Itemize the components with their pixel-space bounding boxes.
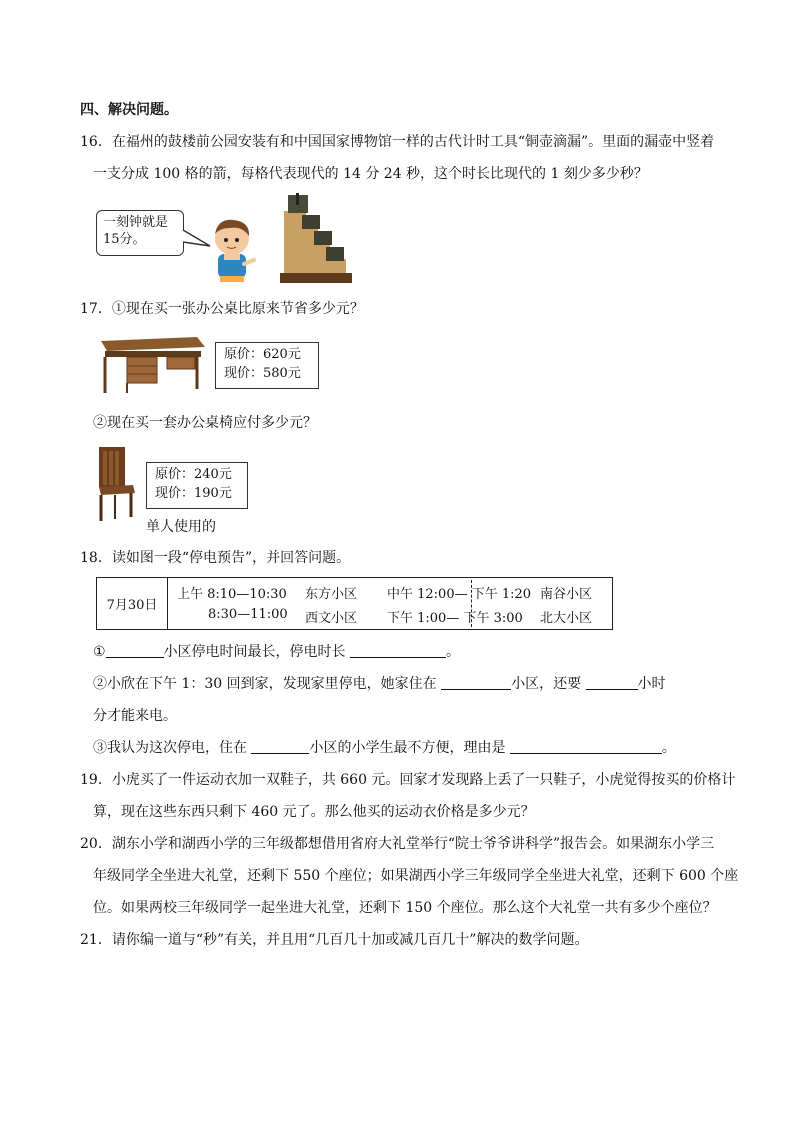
outage-time-south: 中午 12:00— 下午 1:20 [387,587,532,602]
office-desk-icon [97,333,207,395]
q21-line1: 21．请你编一道与“秒”有关，并且用“几百几十加或减几百几十”解决的数学问题。 [80,932,589,948]
bubble-line2: 15分。 [103,232,146,247]
outage-time-east: 上午 8:10—10:30 [177,587,287,602]
desk-current-price: 现价：580元 [224,366,301,381]
q16-line1: 16．在福州的鼓楼前公园安装有和中国国家博物馆一样的古代计时工具“铜壶滴漏”。里面的漏壶中竖着 [80,134,715,150]
q17-line2: ②现在买一套办公桌椅应付多少元？ [93,415,317,431]
answer-blank[interactable] [106,643,164,658]
q20-line3: 位。如果两校三年级同学一起坐进大礼堂，还剩下 150 个座位。那么这个大礼堂一共有多少个座位？ [93,900,717,916]
outage-area-west: 西文小区 [305,611,358,626]
desk-original-price: 原价：620元 [224,347,301,362]
q18-answer1: ① 小区停电时间最长，停电时长 。 [93,644,461,660]
outage-area-north: 北大小区 [540,611,593,626]
chair-caption: 单人使用的 [146,519,216,535]
q20-line2: 年级同学全坐进大礼堂，还剩下 550 个座位；如果湖西小学三年级同学全坐进大礼堂，还剩下 600 个座 [93,868,739,884]
chair-price-box [146,462,248,509]
desk-price-box [215,342,319,389]
outage-time-north: 下午 1:00— 下午 3:00 [387,611,523,626]
outage-date: 7月30日 [97,578,168,629]
answer-blank[interactable] [251,739,309,754]
chair-icon [95,445,137,523]
q20-line1: 20．湖东小学和湖西小学的三年级都想借用省府大礼堂举行“院士爷爷讲科学”报告会。如果湖东小学三 [80,836,715,852]
outage-notice-table [96,577,613,630]
outage-area-east: 东方小区 [305,587,358,602]
water-clock-icon [280,193,352,285]
bubble-line1: 一刻钟就是 [103,215,169,230]
q18-answer2-cont: 分才能来电。 [93,708,177,724]
boy-illustration-icon [206,216,258,284]
answer-blank[interactable] [510,739,662,754]
chair-original-price: 原价：240元 [155,467,232,482]
section-title: 四、解决问题。 [80,102,178,118]
answer-blank[interactable] [350,643,446,658]
q16-line2: 一支分成 100 格的箭，每格代表现代的 14 分 24 秒，这个时长比现代的 1 刻少多少秒？ [93,166,648,182]
q18-line1: 18．读如图一段“停电预告”，并回答问题。 [80,550,351,566]
answer-blank[interactable] [441,675,511,690]
q19-line1: 19．小虎买了一件运动衣加一双鞋子，共 660 元。回家才发现路上丢了一只鞋子，小虎觉得按买的价格计 [80,772,736,788]
chair-current-price: 现价：190元 [155,486,232,501]
q18-answer2: ②小欣在下午 1：30 回到家，发现家里停电，她家住在 小区，还要 小时 [93,676,666,692]
outage-area-south: 南谷小区 [540,587,593,602]
speech-bubble [96,210,184,256]
answer-blank[interactable] [586,675,638,690]
q17-line1: 17．①现在买一张办公桌比原来节省多少元？ [80,301,364,317]
q18-answer3: ③我认为这次停电，住在 小区的小学生最不方便，理由是 。 [93,740,676,756]
q19-line2: 算，现在这些东西只剩下 460 元了。那么他买的运动衣价格是多少元？ [93,804,535,820]
outage-time-west: 8:30—11:00 [208,607,288,622]
